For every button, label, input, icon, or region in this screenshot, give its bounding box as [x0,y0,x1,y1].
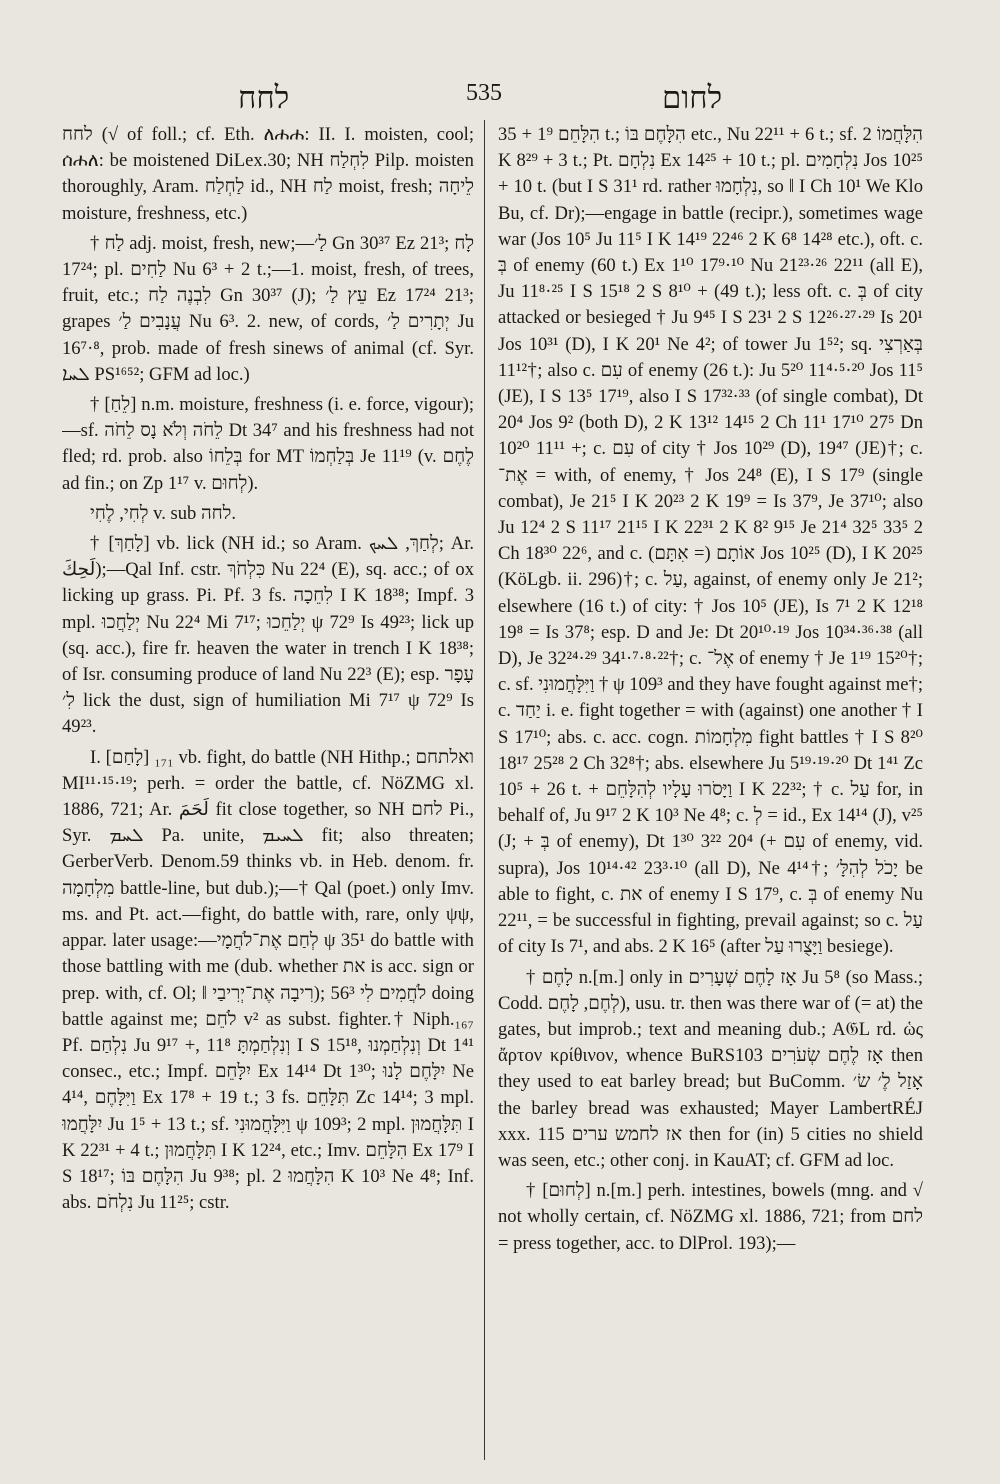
entry-lah-adj: † לַח adj. moist, fresh, new;—לַ׳ Gn 30³⁷ Ez 21³; לָח 17²⁴; pl. לַחִים Nu 6³ + 2 t.;—1. moist, fresh, of trees, fruit, etc.; לִבְנֶה לַח Gn 30³⁷ (J); עֵץ לַ׳ Ez 17²⁴ 21³; grapes עֲנָבִים לַ׳ Nu 6³. 2. new, of cords, יְתָרִים לַ׳ Ju 16⁷·⁸, prob. made of fresh sinews of animal (cf. Syr. ܠܚܐ PS¹⁶⁵²; GFM ad loc.) [62,232,474,385]
entry-lehum-noun: † [לְחוּם] n.[m.] perh. intestines, bowels (mng. and √ not wholly certain, cf. NöZMG xl. 1886, 721; from לחם = press together, acc. to DlProl. 193);— [498,1180,923,1254]
page-header [0,70,1000,130]
running-head-left: לחח [238,80,290,115]
entry-laham-verb: I. [לָחַם] ₁₇₁ vb. fight, do battle (NH Hithp.; ואלתחם MI¹¹·¹⁵·¹⁹; perh. = order the battle, cf. NöZMG xl. 1886, 721; Ar. لَحَمَ fit close together, so NH לחם Pi., Syr. ܠܚܡ Pa. unite, ܠܚܝܡ fit; also threaten; GerberVerb. Denom.59 thinks vb. in Heb. denom. fr. מִלְחָמָה battle-line, but dub.);—† Qal (poet.) only Imv. ms. and Pt. act.—fight, do battle with, rare, only ψψ, appar. later usage:—לְחַם אֶת־לֹחֲמָי ψ 35¹ do battle with those battling with me (dub. whether את is acc. sign or prep. with, cf. Ol; ‖ רִיבָה אֶת־יְרִיבַי); לֹחֲמִים לִי 56³ doing battle against me; לֹחֵם v² as subst. fighter.† Niph.₁₆₇ Pf. נִלְחַם Ju 9¹⁷ +, וְנִלְחַמְתָּ 11⁸ I S 15¹⁸, וְנִלְחַמְנוּ Dt 1⁴¹ consec., etc.; Impf. יִלָּחֵם Ex 14¹⁴ Dt 1³⁰; יִלָּחֶם לָנוּ Ne 4¹⁴, וַיִּלָּחֶם Ex 17⁸ + 19 t.; 3 fs. תִּלָּחֵם Zc 14¹⁴; 3 mpl. יִלָּחֲמוּ Ju 1⁵ + 13 t.; sf. וַיִּלָּחֲמוּנִי ψ 109³; 2 mpl. תִּלָּחֲמוּן I K 22³¹ + 4 t.; תִּלָּחֲמוּן I K 12²⁴, etc.; Imv. הִלָּחֵם Ex 17⁹ I S 18¹⁷; הִלָּחֶם בּוֹ Ju 9³⁸; pl. הִלָּחֲמוּ 2 K 10³ Ne 4⁸; Inf. abs. נִלְחֹם Ju 11²⁵; cstr. [62,746,474,1214]
page-number: 535 [466,80,502,106]
entry-leah-noun: † [לֵחַ] n.m. moisture, freshness (i. e. force, vigour);—sf. לֵחֹה וְלֹא נָס לֵחֹה Dt 34⁷ and his freshness had not fled; rd. prob. also בְּלֵחוֹ for MT בְּלַחְמוֹ Je 11¹⁹ (v. לֶחֶם ad fin.; on Zp 1¹⁷ v. לְחוּם). [62,394,474,494]
entry-lahak-verb: † [לָחַךְ] vb. lick (NH id.; so Aram. לְחַךְ, ܠܚܟ; Ar. لَحِكَ);—Qal Inf. cstr. כִּלְחֹךְ Nu 22⁴ (E), sq. acc.; of ox licking up grass. Pi. Pf. 3 fs. לִחֵכָה I K 18³⁸; Impf. 3 mpl. יְלַחֲכוּ Nu 22⁴ Mi 7¹⁷; יְלַחֵכוּ ψ 72⁹ Is 49²³; lick up (sq. acc.), fire fr. heaven the water in trench I K 18³⁸; of Isr. consuming produce of land Nu 22³ (E); esp. עָפָר לִ׳ lick the dust, sign of humiliation Mi 7¹⁷ ψ 72⁹ Is 49²³. [62,533,474,738]
entry-lehi-crossref: לְחִי, לֶחִי v. sub לחה. [90,502,237,524]
running-head-right: לחום [662,80,723,115]
entry-lahah: לחח (√ of foll.; cf. Eth. ለሐሐ: II. I. moisten, cool; ሰሐለ: be moistened DiLex.30; NH לִחְלַח Pilp. moisten thoroughly, Aram. לַחְלַח id., NH לַח moist, fresh; לֵיחָה moisture, freshness, etc.) [62,124,474,224]
entry-laham-verb-continued: הִלָּחֵם 1⁹ + 35 t.; הִלָּחֶם בּוֹ etc., Nu 22¹¹ + 6 t.; sf. הִלָּחֲמוֹ 2 K 8²⁹ + 3 t.; Pt. נִלְחָם Ex 14²⁵ + 10 t.; pl. נִלְחָמִים Jos 10²⁵ + 10 t. (but I S 31¹ rd. rather נִלְחָמוּ, so ‖ I Ch 10¹ We Klo Bu, cf. Dr);—engage in battle (recipr.), sometimes wage war (Jos 10⁵ Ju 11⁵ I K 14¹⁹ 22⁴⁶ 2 K 6⁸ 14²⁸ etc.), oft. c. בְּ of enemy (60 t.) Ex 1¹⁰ 17⁹·¹⁰ Nu 21²³·²⁶ 22¹¹ (all E), Ju 11⁸·²⁵ I S 15¹⁸ 2 S 8¹⁰ + (49 t.); less oft. c. בְּ of city attacked or besieged † Ju 9⁴⁵ I S 23¹ 2 S 12²⁶·²⁷·²⁹ Is 20¹ Jos 10³¹ (D), I K 20¹ Ne 4²; of tower Ju 1⁵²; sq. בְּאַרְצִי 11¹²†; also c. עִם of enemy (26 t.): Ju 5²⁰ 11⁴·⁵·²⁰ Jos 11⁵ (JE), I S 13⁵ 17¹⁹, also I S 17³²·³³ (of single combat), Dt 20⁴ Jos 9² (both D), 2 K 13¹² 14¹⁵ 2 Ch 11¹ 17¹⁰ 27⁵ Dn 10²⁰ 11¹¹ +; c. עִם of city † Jos 10²⁹ (D), 19⁴⁷ (JE)†; c. אֶת־ = with, of enemy, † Jos 24⁸ (E), I S 17⁹ (single combat), Je 21⁵ I K 20²³ 2 K 19⁹ = Is 37⁹, Je 37¹⁰; also Ju 12⁴ 2 S 11¹⁷ 21¹⁵ I K 22³¹ 2 K 8² 9¹⁵ Je 21⁴ 32⁵ 33⁵ 2 Ch 18³⁰ 22⁶, and c. אוֹתָם (= אִתָּם) Jos 10²⁵ (D), I K 20²⁵ (KöLgb. ii. 296)†; c. עַל, against, of enemy only Je 21²; elsewhere (16 t.) of city: † Jos 10⁵ (JE), Is 7¹ 2 K 12¹⁸ 19⁸ = Is 37⁸; esp. D and Je: Dt 20¹⁰·¹⁹ Jos 10³⁴·³⁶·³⁸ (all D), Je 32²⁴·²⁹ 34¹·⁷·⁸·²²†; c. אֶל־ of enemy † Je 1¹⁹ 15²⁰†; c. sf. וַיִּלָּחֲמוּנִי † ψ 109³ and they have fought against me†; c. יַחַד i. e. fight together = with (against) one another † I S 17¹⁰; abs. c. acc. cogn. מִלְחָמוֹת fight battles † I S 8²⁰ 18¹⁷ 25²⁸ 2 Ch 32⁸†; abs. elsewhere Ju 5¹⁹·¹⁹·²⁰ Dt 1⁴¹ Zc 10⁵ + 26 t. + וַיָּסֹרוּ עָלָיו לְהִלָּחֵם I K 22³²; † c. עַל for, in behalf of, Ju 9¹⁷ 2 K 10³ Ne 4⁸; c. לְ = id., Ex 14¹⁴ (J), v²⁵ (J; + בְּ of enemy), Dt 1³⁰ 3²² 20⁴ (+ עִם of enemy, vid. supra), Jos 10¹⁴·⁴² 23³·¹⁰ (all D), Ne 4¹⁴†; יָכֹל לְהִלָּ׳ be able to fight, c. את of enemy I S 17⁹, c. בְּ of enemy Nu 22¹¹, = be successful in fighting, prevail against; so c. עַל of city Is 7¹, and abs. 2 K 16⁵ (after וַיָּצֻרוּ עַל besiege). [498,124,923,958]
column-divider [484,120,485,1460]
entry-lahem-noun: † לָחֶם n.[m.] only in אָז לָחֶם שְׁעָרִים Ju 5⁸ (so Mass.; Codd. לְחֶם, לָחֶם), usu. tr. then was there war of (= at) the gates, but improb.; text and meaning dub.; A𝔊L rd. ὡς ἄρτον κρίθινον, whence BuRS103 אָז לֶחֶם שְׂעֹרִים then they used to eat barley bread; but BuComm. אָזַל לֶ׳ שׂ׳ the barley bread was exhausted; Mayer LambertRÉJ xxx. 115 אז לחמש ערים then for (in) 5 cities no shield was seen, etc.; other conj. in KauAT; cf. GFM ad loc. [498,966,923,1171]
left-column [62,122,474,1462]
right-column [498,122,923,1462]
